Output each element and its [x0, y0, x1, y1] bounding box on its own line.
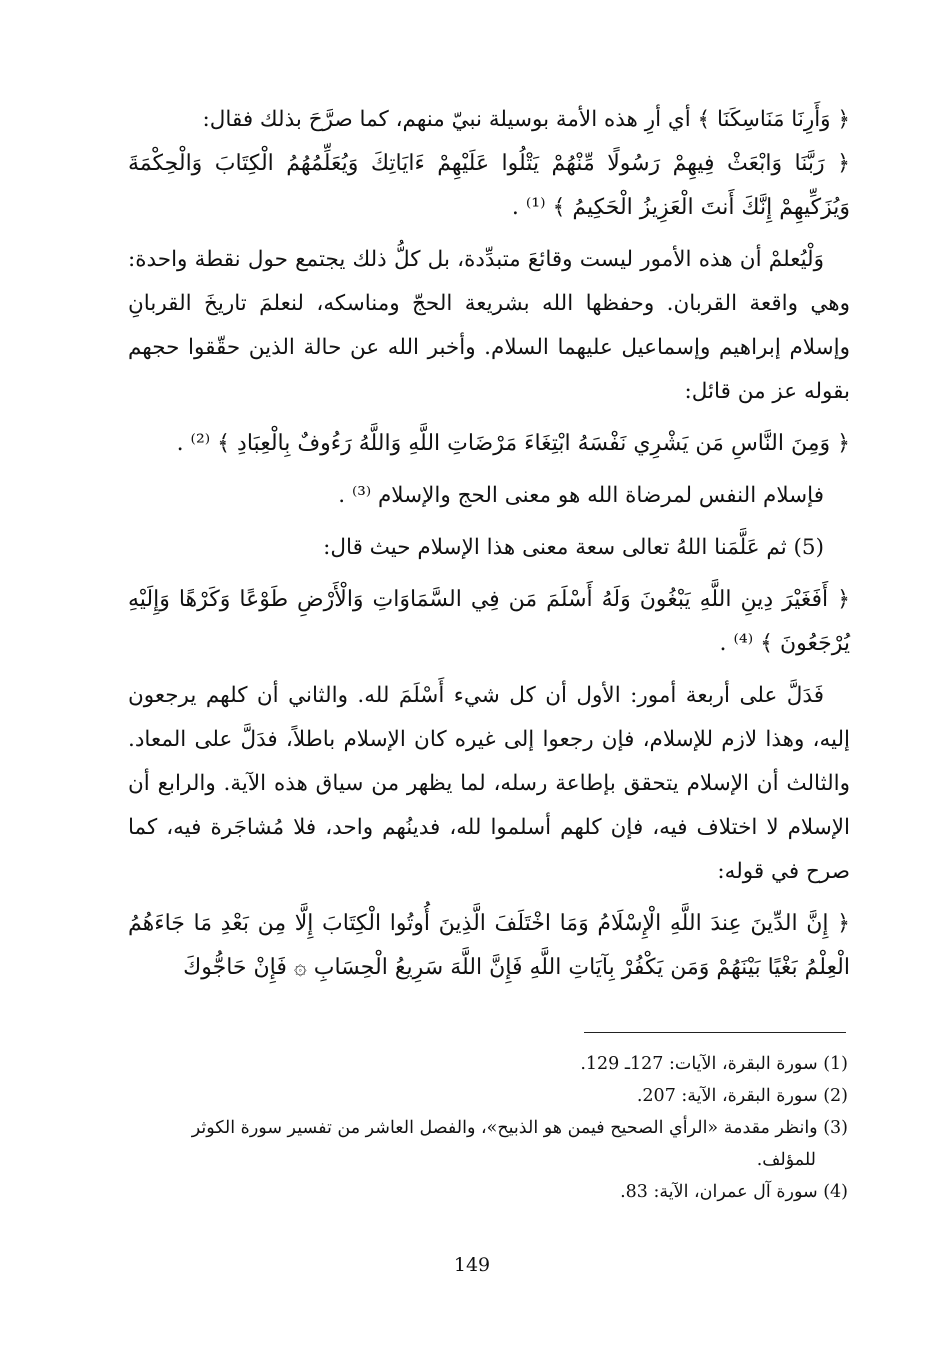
footnote-4: (4) سورة آل عمران، الآية: 83.: [620, 1182, 848, 1202]
quran-verse-1: ﴿ رَبَّنَا وَابْعَثْ فِيهِمْ رَسُولًا مِّنْهُمْ يَتْلُوا عَلَيْهِمْ ءَايَاتِكَ وَيُعَلِّمُهُمُ الْكِتَابَ وَالْحِكْمَةَ وَيُزَكِّيهِمْ إِنَّكَ أَنتَ الْعَزِيزُ الْحَكِيمُ ﴾ ⁽¹⁾ .: [128, 151, 850, 220]
page-number: 149: [453, 1254, 491, 1276]
paragraph-3: فإسلام النفس لمرضاة الله هو معنى الحج والإسلام ⁽³⁾ .: [338, 483, 824, 508]
footnotes: [120, 1048, 848, 1208]
paragraph-1: ﴿ وَأَرِنَا مَنَاسِكَنَا ﴾ أي أرِ هذه الأمة بوسيلة نبيّ منهم، كما صرَّحَ بذلك فقال:: [202, 107, 850, 132]
paragraph-2: وَلْيُعلمْ أن هذه الأمور ليست وقائعَ متبدِّدة، بل كلُّ ذلك يجتمع حول نقطة واحدة: وهي واقعة القربان. وحفظها الله بشريعة الحجّ ومناسكه، لنعلمَ تاريخَ القربانِ وإسلام إبراهيم وإسماعيل عليهما السلام. وأخبر الله عن حالة الذين حقّقوا حجهم بقوله عز من قائل:: [128, 247, 850, 404]
quran-verse-4: ﴿ إِنَّ الدِّينَ عِندَ اللَّهِ الْإِسْلَامُ وَمَا اخْتَلَفَ الَّذِينَ أُوتُوا الْكِتَابَ إِلَّا مِن بَعْدِ مَا جَاءَهُمُ الْعِلْمُ بَغْيًا بَيْنَهُمْ وَمَن يَكْفُرْ بِآيَاتِ اللَّهِ فَإِنَّ اللَّهَ سَرِيعُ الْحِسَابِ ۞ فَإِنْ حَاجُّوكَ: [128, 911, 850, 980]
paragraph-4: (5) ثم عَلَّمَنا اللهُ تعالى سعة معنى هذا الإسلام حيث قال:: [323, 535, 824, 560]
footnote-1: (1) سورة البقرة، الآيات: 127ـ 129.: [580, 1054, 848, 1074]
footnote-2: (2) سورة البقرة، الآية: 207.: [636, 1086, 848, 1106]
footnote-3: (3) وانظر مقدمة «الرأي الصحيح فيمن هو الذبيح»، والفصل العاشر من تفسير سورة الكوثر: [191, 1118, 848, 1138]
paragraph-5: فَدَلَّ على أربعة أمور: الأول أن كل شيء أَسْلَمَ لله. والثاني أن كلهم يرجعون إليه، وهذا لازم للإسلام، فإن رجعوا إلى غيره كان الإسلام باطلاً، فدَلَّ على المعاد. والثالث أن الإسلام يتحقق بإطاعة رسله، لما يظهر من سياق هذه الآية. والرابع أن الإسلام لا اختلاف فيه، فإن كلهم أسلموا لله، فدينُهم واحد، فلا مُشاجَرة فيه، كما صرح في قوله:: [128, 683, 850, 884]
footnote-3-continuation: للمؤلف.: [756, 1150, 816, 1170]
quran-verse-2: ﴿ وَمِنَ النَّاسِ مَن يَشْرِي نَفْسَهُ ابْتِغَاءَ مَرْضَاتِ اللَّهِ وَاللَّهُ رَءُوفٌ بِالْعِبَادِ ﴾ ⁽²⁾ .: [176, 431, 850, 456]
footnote-divider: [584, 1032, 846, 1033]
main-text: [128, 98, 850, 990]
quran-verse-3: ﴿ أَفَغَيْرَ دِينِ اللَّهِ يَبْغُونَ وَلَهُ أَسْلَمَ مَن فِي السَّمَاوَاتِ وَالْأَرْضِ طَوْعًا وَكَرْهًا وَإِلَيْهِ يُرْجَعُونَ ﴾ ⁽⁴⁾ .: [128, 587, 850, 656]
